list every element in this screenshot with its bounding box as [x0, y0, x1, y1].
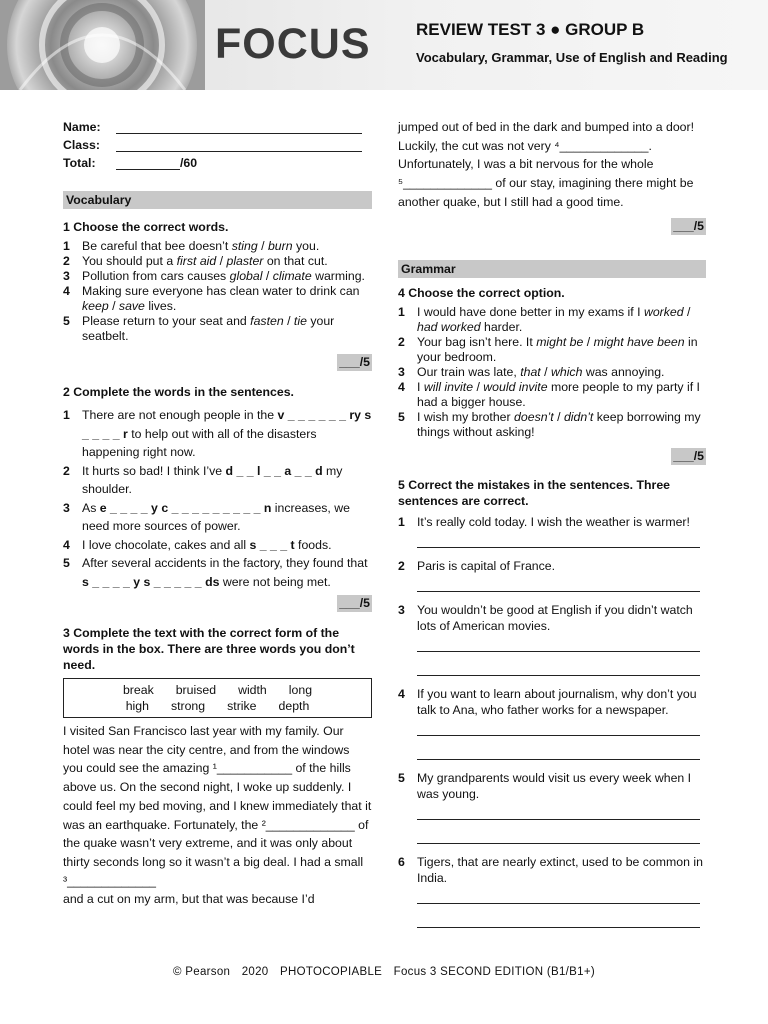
q2-item: 2 It hurts so bad! I think I’ve d _ _ l _ _ a _ _ d my shoulder.	[63, 463, 343, 496]
gap-3[interactable]: ³_____________	[63, 873, 157, 888]
q5-item: 2 Paris is capital of France.	[398, 558, 556, 573]
page-header	[0, 0, 768, 90]
q2-item: 1 There are not enough people in the v _ _ _ _ _ _ ry s _ _ _ _ r to help out with all of the disasters happening right now.	[63, 408, 372, 459]
option-b[interactable]: plaster	[226, 254, 264, 268]
option-a[interactable]: global	[229, 269, 263, 283]
class-label: Class:	[63, 137, 100, 152]
q4-item: 1 I would have done better in my exams if I worked / had worked harder.	[398, 304, 691, 334]
box-word: high	[125, 699, 149, 713]
q3-title: 3 Complete the text with the correct form of the words in the box. There are three words you don’t need.	[63, 626, 355, 672]
word-gap[interactable]: v _ _ _ _ _ _ ry s _ _ _ _ r	[82, 408, 372, 441]
vocabulary-section-header: Vocabulary	[63, 191, 372, 209]
gap-1[interactable]: ¹___________	[212, 761, 293, 776]
answer-line[interactable]	[417, 913, 700, 928]
total-field[interactable]	[116, 156, 180, 170]
q4-item: 3 Our train was late, that / which was annoying.	[398, 364, 665, 379]
option-b[interactable]: which	[550, 364, 583, 379]
q2-item: 5 After several accidents in the factory, they found that s _ _ _ _ y s _ _ _ _ _ ds were not being met.	[63, 556, 368, 589]
option-a[interactable]: doesn’t	[514, 409, 554, 424]
box-word: strong	[170, 699, 206, 713]
answer-line[interactable]	[417, 805, 700, 820]
q4-list	[398, 305, 706, 440]
photocopiable-note: PHOTOCOPIABLE	[280, 966, 383, 978]
q5-item: 3 You wouldn’t be good at English if you didn’t watch lots of American movies.	[398, 602, 693, 633]
name-row	[63, 118, 372, 136]
total-row	[63, 154, 372, 172]
word-box-row	[64, 682, 371, 698]
gap-2[interactable]: ²_____________	[261, 817, 355, 832]
q5-list	[398, 514, 706, 928]
right-column	[398, 118, 706, 928]
q1-item: 1 Be careful that bee doesn’t sting / burn you.	[63, 239, 320, 253]
option-a[interactable]: sting	[231, 239, 258, 253]
option-a[interactable]: fasten	[250, 314, 284, 328]
copyright: © Pearson	[173, 966, 231, 978]
gap-5[interactable]: ⁵_____________	[398, 176, 493, 191]
option-a[interactable]: that	[520, 364, 541, 379]
test-title: REVIEW TEST 3 ● GROUP B	[416, 20, 645, 39]
q2-list	[63, 406, 372, 591]
total-suffix: /60	[180, 155, 198, 170]
name-label: Name:	[63, 119, 101, 134]
option-b[interactable]: burn	[267, 239, 293, 253]
option-a[interactable]: first aid	[176, 254, 217, 268]
box-word: bruised	[175, 683, 217, 697]
year: 2020	[241, 966, 269, 978]
word-gap[interactable]: s _ _ _ _ y s _ _ _ _ _ ds	[82, 574, 220, 589]
q5-item: 5 My grandparents would visit us every week when I was young.	[398, 770, 692, 801]
option-b[interactable]: would invite	[483, 379, 548, 394]
box-word: depth	[278, 699, 310, 713]
q3-text-part1b: and a cut on my arm, but that was because I’d	[63, 892, 315, 907]
answer-line[interactable]	[417, 745, 700, 760]
gap-4[interactable]: ⁴_____________	[554, 138, 649, 153]
focus-logo-graphic	[0, 0, 205, 90]
grammar-section-header: Grammar	[398, 260, 706, 278]
q4-item: 4 I will invite / would invite more people to my party if I had a bigger house.	[398, 379, 700, 409]
option-b[interactable]: save	[118, 299, 145, 313]
q4-title: 4 Choose the correct option.	[398, 285, 565, 300]
q1-item: 3 Pollution from cars causes global / climate warming.	[63, 269, 365, 283]
box-word: long	[288, 683, 313, 697]
q4-item: 2 Your bag isn’t here. It might be / might have been in your bedroom.	[398, 334, 698, 364]
q2-score: ___/5	[339, 596, 370, 610]
q5-item: 6 Tigers, that are nearly extinct, used to be common in India.	[398, 854, 703, 885]
option-a[interactable]: will invite	[423, 379, 474, 394]
option-b[interactable]: might have been	[593, 334, 685, 349]
edition: Focus 3 SECOND EDITION (B1/B1+)	[393, 966, 595, 978]
q1-score: ___/5	[339, 355, 370, 369]
q1-item: 2 You should put a first aid / plaster on that cut.	[63, 254, 328, 268]
q4-score: ___/5	[673, 448, 704, 463]
box-word: break	[122, 683, 154, 697]
option-a[interactable]: keep	[82, 299, 109, 313]
total-label: Total:	[63, 155, 96, 170]
q5-item: 4 If you want to learn about journalism, why don’t you talk to Ana, who father works for a newspaper.	[398, 686, 697, 717]
q2-item: 3 As e _ _ _ _ y c _ _ _ _ _ _ _ _ _ n increases, we need more sources of power.	[63, 500, 350, 533]
answer-line[interactable]	[417, 533, 700, 548]
answer-line[interactable]	[417, 577, 700, 592]
left-column	[63, 118, 372, 909]
q4-item: 5 I wish my brother doesn’t / didn’t keep borrowing my things without asking!	[398, 409, 701, 439]
box-word: strike	[227, 699, 257, 713]
word-gap[interactable]: d _ _ l _ _ a _ _ d	[225, 463, 323, 478]
answer-line[interactable]	[417, 721, 700, 736]
answer-line[interactable]	[417, 637, 700, 652]
answer-line[interactable]	[417, 889, 700, 904]
brand-name: FOCUS	[215, 20, 371, 68]
option-a[interactable]: worked	[643, 304, 684, 319]
test-subtitle: Vocabulary, Grammar, Use of English and Reading	[416, 50, 728, 65]
name-field[interactable]	[116, 120, 362, 134]
option-b[interactable]: had worked	[417, 319, 481, 334]
answer-line[interactable]	[417, 661, 700, 676]
word-gap[interactable]: e _ _ _ _ y c _ _ _ _ _ _ _ _ _ n	[99, 500, 272, 515]
option-b[interactable]: tie	[293, 314, 307, 328]
page-footer	[0, 966, 768, 978]
answer-line[interactable]	[417, 829, 700, 844]
word-box	[63, 678, 372, 718]
word-box-row	[64, 698, 371, 714]
option-a[interactable]: might be	[536, 334, 584, 349]
q1-item: 5 Please return to your seat and fasten / tie your seatbelt.	[63, 314, 335, 343]
q1-item: 4 Making sure everyone has clean water to drink can keep / save lives.	[63, 284, 360, 313]
q1-list	[63, 239, 372, 344]
option-b[interactable]: didn’t	[563, 409, 594, 424]
q5-item: 1 It’s really cold today. I wish the weather is warmer!	[398, 514, 690, 529]
q2-item: 4 I love chocolate, cakes and all s _ _ _ t foods.	[63, 537, 332, 552]
class-field[interactable]	[116, 138, 362, 152]
q5-title: 5 Correct the mistakes in the sentences. Three sentences are correct.	[398, 477, 671, 508]
box-word: width	[238, 683, 267, 697]
q3-text-part1: I visited San Francisco last year with my family. Our hotel was near the city centre, and from the windows you could see the amazing ¹___________ of the hills above us. On the second night, I woke up suddenly. I could feel my bed moving, and I knew immediately that it was an earthquake. Fortunately, the ²_____________ of the quake wasn’t very extreme, and it was only about thirty seconds long so it wasn’t a big deal. I had a small ³_____________	[63, 724, 372, 888]
word-gap[interactable]: s _ _ _ t	[249, 537, 295, 552]
q3-score: ___/5	[673, 218, 704, 233]
q1-title: 1 Choose the correct words.	[63, 220, 229, 234]
option-b[interactable]: climate	[272, 269, 312, 283]
class-row	[63, 136, 372, 154]
q2-title: 2 Complete the words in the sentences.	[63, 385, 294, 399]
q3-text-part2: jumped out of bed in the dark and bumped into a door! Luckily, the cut was not very ⁴_____________. Unfortunately, I was a bit nervous for the whole ⁵_____________ of our stay, imagining there might be another quake, but I still had a good time.	[398, 120, 695, 209]
